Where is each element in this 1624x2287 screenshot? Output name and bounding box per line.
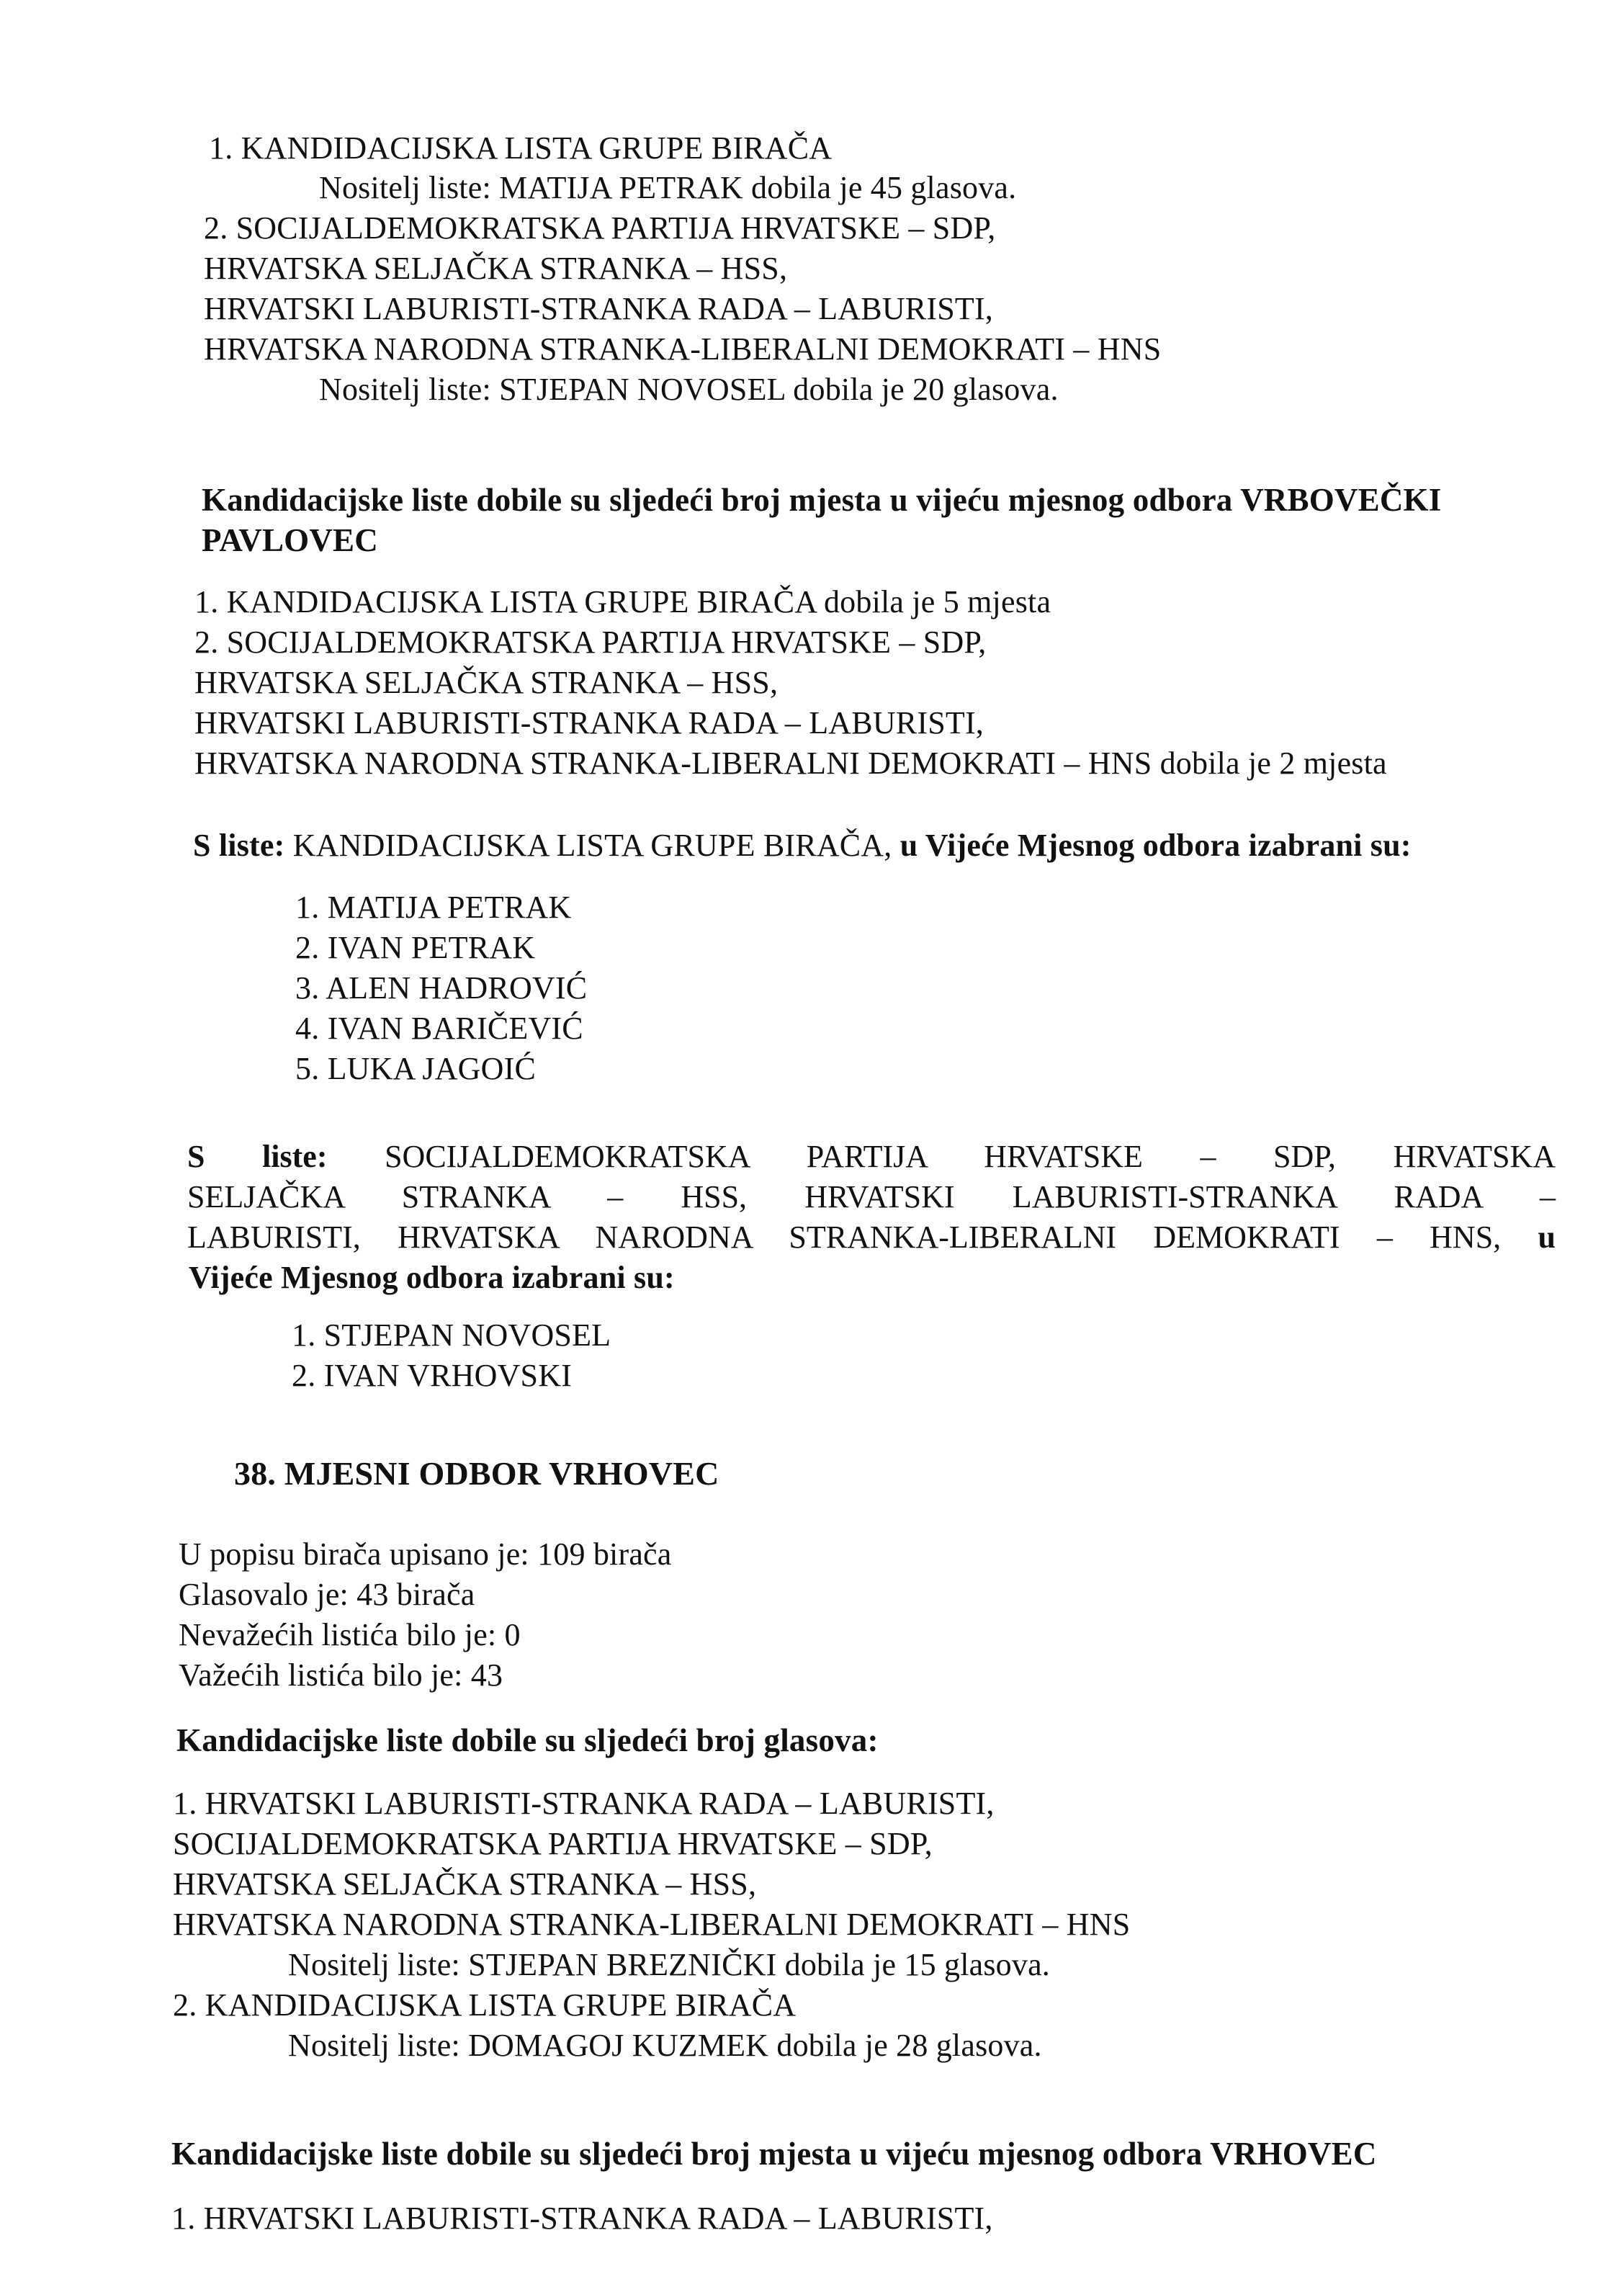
seats-list-item: HRVATSKA NARODNA STRANKA-LIBERALNI DEMOKRATI – HNS dobila je 2 mjesta [194,746,1387,781]
seats-heading: Kandidacijske liste dobile su sljedeći broj mjesta u vijeću mjesnog odbora VRBOVEČKI [202,482,1442,518]
elected-intro-2-line-3 [187,1217,1556,1258]
elected-list-name: KANDIDACIJSKA LISTA GRUPE BIRAČA, [284,828,900,863]
vote-list-item: HRVATSKA NARODNA STRANKA-LIBERALNI DEMOKRATI – HNS [204,331,1162,367]
elected-intro-2-line-2: SELJAČKA STRANKA – HSS, HRVATSKI LABURISTI-STRANKA RADA – [187,1179,1556,1214]
vote-list-item: 1. KANDIDACIJSKA LISTA GRUPE BIRAČA [209,130,833,166]
voter-stat: Glasovalo je: 43 birača [179,1577,475,1612]
votes-heading: Kandidacijske liste dobile su sljedeći broj glasova: [176,1722,879,1758]
seats-heading-continued: PAVLOVEC [202,522,378,558]
list-holder-line: Nositelj liste: DOMAGOJ KUZMEK dobila je 28 glasova. [288,2028,1042,2063]
elected-list-text: LABURISTI, HRVATSKA NARODNA STRANKA-LIBERALNI DEMOKRATI – HNS, [187,1219,1502,1255]
voter-stat: Važećih listića bilo je: 43 [179,1657,503,1693]
seats-list-item: HRVATSKA SELJAČKA STRANKA – HSS, [194,665,779,700]
vote-list-item: 1. HRVATSKI LABURISTI-STRANKA RADA – LABURISTI, [173,1786,995,1821]
elected-connector: u [1538,1219,1556,1255]
elected-prefix: S liste: [187,1139,328,1174]
elected-member: 2. IVAN VRHOVSKI [292,1358,573,1393]
elected-intro-2-line-1 [187,1137,1556,1177]
list-holder-line: Nositelj liste: STJEPAN BREZNIČKI dobila je 15 glasova. [288,1947,1050,1982]
vote-list-item: HRVATSKA NARODNA STRANKA-LIBERALNI DEMOKRATI – HNS [173,1907,1131,1942]
voter-stat: U popisu birača upisano je: 109 birača [179,1536,672,1572]
seats-list-item: 1. KANDIDACIJSKA LISTA GRUPE BIRAČA dobila je 5 mjesta [194,584,1051,619]
elected-prefix: S liste: [193,828,285,863]
elected-intro-2-line-4: Vijeće Mjesnog odbora izabrani su: [189,1260,675,1295]
elected-member: 2. IVAN PETRAK [295,930,536,965]
vote-list-item: HRVATSKA SELJAČKA STRANKA – HSS, [173,1866,757,1902]
vote-list-item: HRVATSKA SELJAČKA STRANKA – HSS, [204,251,788,286]
vote-list-item: SOCIJALDEMOKRATSKA PARTIJA HRVATSKE – SDP, [173,1826,933,1861]
list-holder-line: Nositelj liste: MATIJA PETRAK dobila je 45 glasova. [319,170,1017,205]
elected-member: 4. IVAN BARIČEVIĆ [295,1011,583,1046]
vote-list-item: 2. SOCIJALDEMOKRATSKA PARTIJA HRVATSKE – SDP, [204,210,996,246]
elected-member: 3. ALEN HADROVIĆ [295,970,588,1006]
elected-intro [193,825,1412,866]
seats-heading: Kandidacijske liste dobile su sljedeći broj mjesta u vijeću mjesnog odbora VRHOVEC [171,2136,1377,2172]
elected-member: 5. LUKA JAGOIĆ [295,1051,537,1086]
seats-list-item: HRVATSKI LABURISTI-STRANKA RADA – LABURISTI, [194,705,984,740]
elected-member: 1. STJEPAN NOVOSEL [292,1317,611,1353]
list-holder-line: Nositelj liste: STJEPAN NOVOSEL dobila je 20 glasova. [319,372,1059,407]
elected-list-text: SOCIJALDEMOKRATSKA PARTIJA HRVATSKE – SDP, HRVATSKA [327,1139,1556,1174]
vote-list-item: 2. KANDIDACIJSKA LISTA GRUPE BIRAČA [173,1987,797,2023]
elected-member: 1. MATIJA PETRAK [295,890,572,925]
voter-stat: Nevažećih listića bilo je: 0 [179,1617,521,1652]
seats-list-item: 1. HRVATSKI LABURISTI-STRANKA RADA – LABURISTI, [171,2201,993,2236]
elected-suffix: u Vijeće Mjesnog odbora izabrani su: [900,828,1412,863]
vote-list-item: HRVATSKI LABURISTI-STRANKA RADA – LABURISTI, [204,291,993,326]
seats-list-item: 2. SOCIJALDEMOKRATSKA PARTIJA HRVATSKE – SDP, [194,625,987,660]
section-title: 38. MJESNI ODBOR VRHOVEC [234,1455,719,1492]
